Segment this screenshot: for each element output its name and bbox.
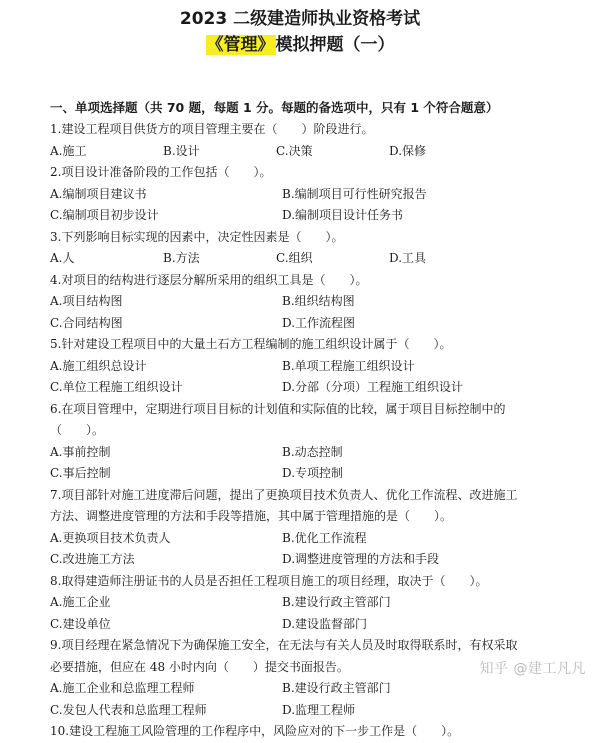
option-row [50, 592, 570, 614]
question-stem: 必要措施，但应在 48 小时内向（ ）提交书面报告。 [50, 659, 349, 674]
option-row [50, 463, 570, 485]
answer-option: A.施工组织总设计 [50, 358, 147, 373]
answer-option: C.事后控制 [50, 466, 111, 480]
answer-option: A.编制项目建议书 [50, 186, 147, 201]
answer-option: A.更换项目技术负责人 [50, 530, 171, 545]
answer-option: B.建设行政主管部门 [282, 595, 391, 609]
exam-subtitle [0, 34, 600, 56]
section-heading: 一、单项选择题（共 70 题，每题 1 分。每题的备选项中，只有 1 个符合题意） [50, 100, 499, 115]
question-item [50, 334, 570, 399]
question-stem: （ ）。 [50, 423, 105, 437]
answer-option: D.工作流程图 [282, 315, 356, 330]
answer-option: C.合同结构图 [50, 315, 123, 330]
option-row [50, 614, 570, 636]
answer-option: D.监理工程师 [282, 702, 356, 717]
question-list [50, 119, 570, 743]
answer-option: A.人 [50, 251, 75, 265]
answer-option: B.方法 [163, 251, 200, 265]
answer-option: D.专项控制 [282, 466, 344, 480]
option-row [50, 678, 570, 700]
answer-option: C.改进施工方法 [50, 552, 135, 566]
answer-option: A.项目结构图 [50, 294, 123, 308]
answer-option: A.事前控制 [50, 444, 111, 459]
question-stem: 10.建设工程施工风险管理的工作程序中，风险应对的下一步工作是（ ）。 [50, 724, 460, 738]
option-row [50, 141, 570, 163]
question-stem: 方法、调整进度管理的方法和手段等措施，其中属于管理措施的是（ ）。 [50, 509, 453, 523]
question-stem: 7.项目部针对施工进度滞后问题，提出了更换项目技术负责人、优化工作流程、改进施工 [50, 487, 518, 502]
answer-option: B.建设行政主管部门 [282, 681, 391, 695]
option-row [50, 700, 570, 722]
question-item [50, 635, 570, 721]
option-row [50, 528, 570, 550]
watermark: 知乎 @建工凡凡 [479, 661, 586, 677]
answer-option: A.施工企业和总监理工程师 [50, 681, 195, 695]
option-row [50, 549, 570, 571]
answer-option: C.组织 [276, 251, 313, 265]
answer-option: D.编制项目设计任务书 [282, 208, 404, 222]
answer-option: D.工具 [389, 251, 427, 265]
option-row [50, 184, 570, 206]
question-stem: 8.取得建造师注册证书的人员是否担任工程项目施工的项目经理，取决于（ ）。 [50, 573, 488, 588]
question-stem: 3.下列影响目标实现的因素中，决定性因素是（ ）。 [50, 229, 344, 244]
option-row [50, 313, 570, 335]
question-item [50, 721, 570, 743]
question-stem: 2.项目设计准备阶段的工作包括（ ）。 [50, 165, 272, 179]
question-item [50, 399, 570, 485]
question-stem: 9.项目经理在紧急情况下为确保施工安全，在无法与有关人员及时取得联系时，有权采取 [50, 638, 518, 652]
answer-option: D.分部（分项）工程施工组织设计 [282, 380, 464, 394]
answer-option: D.保修 [389, 143, 427, 158]
option-row [50, 377, 570, 399]
answer-option: C.编制项目初步设计 [50, 208, 159, 222]
answer-option: D.调整进度管理的方法和手段 [282, 552, 440, 566]
answer-option: C.发包人代表和总监理工程师 [50, 702, 207, 717]
question-item [50, 227, 570, 270]
question-stem: 4.对项目的结构进行逐层分解所采用的组织工具是（ ）。 [50, 272, 368, 287]
question-stem: 1.建设工程项目供货方的项目管理主要在（ ）阶段进行。 [50, 122, 374, 136]
answer-option: B.设计 [163, 143, 200, 158]
question-item [50, 119, 570, 162]
question-item [50, 162, 570, 227]
question-item [50, 270, 570, 335]
question-stem: 5.针对建设工程项目中的大量土石方工程编制的施工组织设计属于（ ）。 [50, 337, 452, 351]
answer-option: C.决策 [276, 143, 313, 158]
answer-option: C.建设单位 [50, 616, 111, 631]
option-row [50, 442, 570, 464]
exam-title: 2023 二级建造师执业资格考试 [179, 9, 421, 29]
option-row [50, 356, 570, 378]
answer-option: A.施工 [50, 143, 87, 158]
option-row [50, 205, 570, 227]
answer-option: B.组织结构图 [282, 294, 355, 308]
answer-option: D.建设监督部门 [282, 616, 368, 631]
answer-option: B.动态控制 [282, 444, 343, 459]
question-item [50, 571, 570, 636]
answer-option: B.编制项目可行性研究报告 [282, 186, 427, 201]
subject-highlight: 《管理》 [206, 35, 275, 55]
question-item [50, 485, 570, 571]
answer-option: B.单项工程施工组织设计 [282, 358, 415, 373]
option-row [50, 248, 570, 270]
question-stem: 6.在项目管理中，定期进行项目目标的计划值和实际值的比较，属于项目目标控制中的 [50, 401, 506, 416]
answer-option: A.施工企业 [50, 595, 111, 609]
answer-option: B.优化工作流程 [282, 530, 367, 545]
answer-option: C.单位工程施工组织设计 [50, 380, 183, 394]
subtitle-rest: 模拟押题（一） [275, 35, 395, 55]
option-row [50, 291, 570, 313]
